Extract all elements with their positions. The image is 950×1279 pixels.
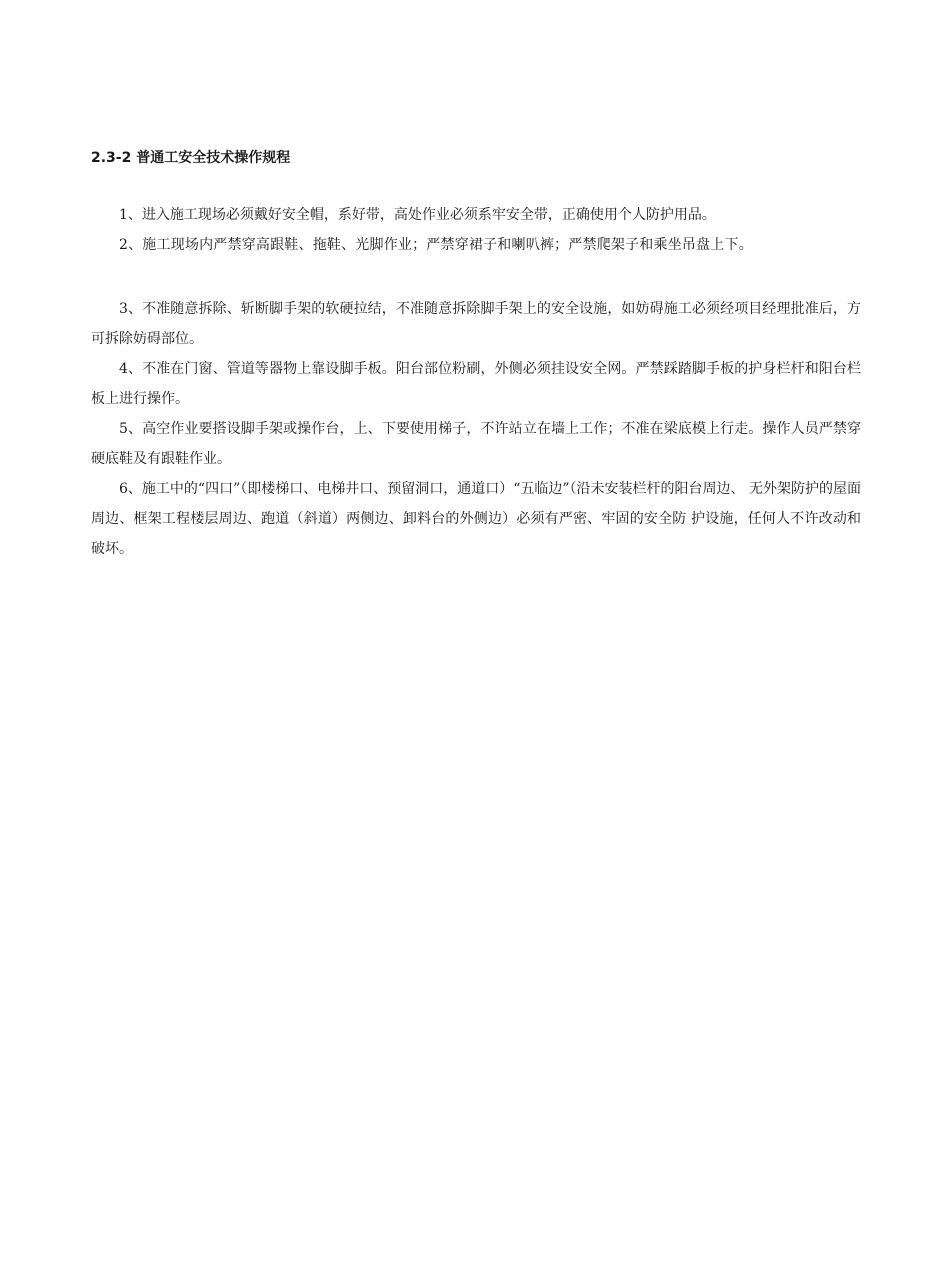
paragraph-6: 6、施工中的“四口”（即楼梯口、电梯井口、预留洞口，通道口）“五临边”（沿未安装栏杆的阳台周边、 无外架防护的屋面周边、框架工程楼层周边、跑道（斜道）两侧边、卸料台的外侧边）必须有严密、牢固的安全防 护设施，任何人不许改动和破坏。 xyxy=(91,481,861,557)
paragraph-3: 3、不准随意拆除、斩断脚手架的软硬拉结，不准随意拆除脚手架上的安全设施，如妨碍施工必须经项目经理批准后，方可拆除妨碍部位。 xyxy=(91,301,861,347)
paragraph-4: 4、不准在门窗、管道等器物上靠设脚手板。阳台部位粉刷，外侧必须挂设安全网。严禁踩踏脚手板的护身栏杆和阳台栏板上进行操作。 xyxy=(91,361,861,407)
section-heading: 2.3-2 普通工安全技术操作规程 xyxy=(91,150,291,166)
paragraph-1: 1、进入施工现场必须戴好安全帽，系好带，高处作业必须系牢安全带，正确使用个人防护用品。 xyxy=(119,207,716,223)
paragraph-5: 5、高空作业要搭设脚手架或操作台，上、下要使用梯子，不许站立在墙上工作；不准在梁底模上行走。操作人员严禁穿硬底鞋及有跟鞋作业。 xyxy=(91,421,861,467)
document-body xyxy=(91,200,861,564)
paragraph-2: 2、施工现场内严禁穿高跟鞋、拖鞋、光脚作业；严禁穿裙子和喇叭裤；严禁爬架子和乘坐吊盘上下。 xyxy=(119,237,753,253)
paragraph-spacer xyxy=(91,260,861,294)
